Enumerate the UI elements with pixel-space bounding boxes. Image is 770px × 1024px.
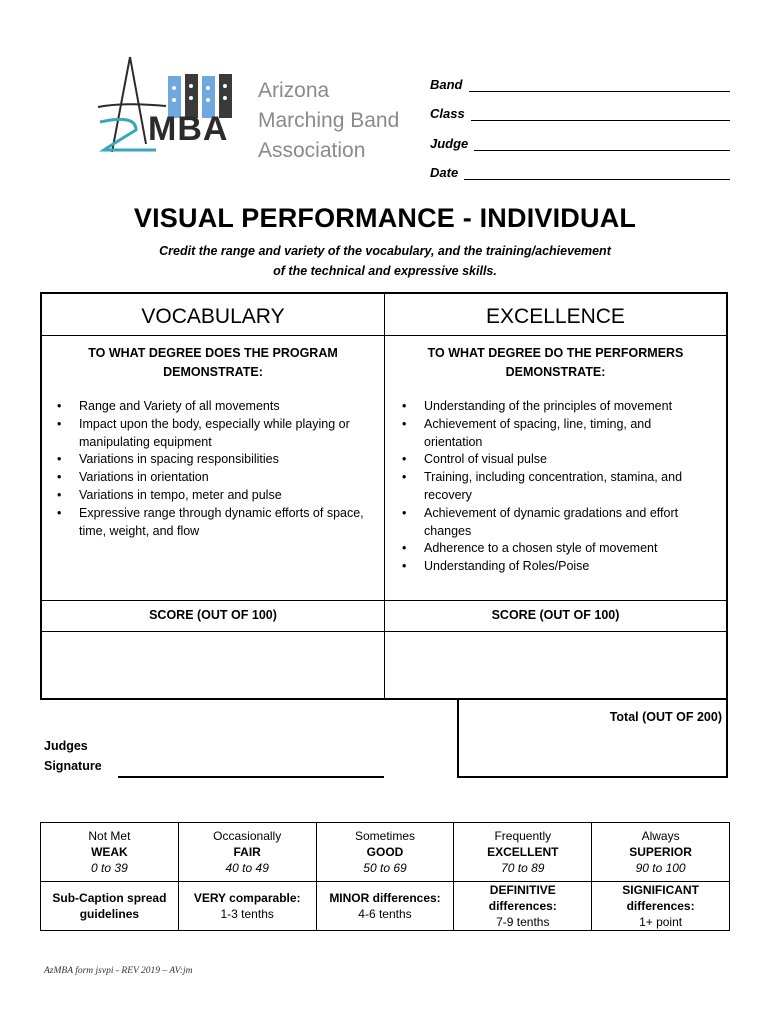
judges-signature-line-1: Judges [44, 739, 88, 753]
judge-field[interactable] [430, 121, 730, 151]
vocabulary-score-input[interactable] [42, 632, 384, 698]
list-item: • Achievement of spacing, line, timing, and orientation [402, 416, 654, 452]
total-score-box[interactable] [457, 700, 728, 778]
band-line[interactable] [469, 79, 731, 92]
rating-cell: Sometimes GOOD 50 to 69 [316, 823, 454, 882]
logo-line-3: Association [258, 139, 366, 162]
page-subtitle [0, 241, 770, 281]
excellence-question [385, 344, 726, 382]
list-item: • Range and Variety of all movements [57, 398, 372, 416]
rating-cell: Frequently EXCELLENT 70 to 89 [454, 823, 592, 882]
guideline-cell: DEFINITIVE differences: 7-9 tenths [454, 882, 592, 931]
date-label: Date [430, 165, 459, 180]
excellence-list [402, 398, 692, 576]
list-item: • Control of visual pulse [402, 451, 692, 469]
band-field[interactable] [430, 62, 730, 92]
excellence-score-label: SCORE (OUT OF 100) [491, 608, 620, 622]
guideline-cell: SIGNIFICANT differences: 1+ point [592, 882, 730, 931]
judges-signature-label [44, 736, 102, 776]
table-row [41, 882, 730, 931]
page-title: VISUAL PERFORMANCE - INDIVIDUAL [133, 203, 637, 233]
subtitle-line-2: of the technical and expressive skills. [273, 264, 497, 278]
table-row [41, 823, 730, 882]
guideline-cell: Sub-Caption spread guidelines [41, 882, 179, 931]
list-item: • Variations in tempo, meter and pulse [57, 487, 372, 505]
judges-signature-line-2: Signature [44, 759, 102, 773]
logo-line-2: Marching Band [258, 109, 400, 132]
total-label: Total (OUT OF 200) [609, 710, 722, 724]
azmba-logo [96, 52, 426, 162]
excellence-question-line-1: TO WHAT DEGREE DO THE PERFORMERS [427, 346, 684, 360]
band-label: Band [430, 76, 463, 92]
logo-line-1: Arizona [258, 79, 330, 102]
rating-scale-table [40, 822, 730, 931]
logo-mark-text: MBA [148, 110, 229, 148]
list-item: • Variations in orientation [57, 469, 372, 487]
header-fields [430, 62, 730, 180]
date-line[interactable] [464, 167, 730, 180]
date-field[interactable] [430, 151, 730, 181]
rating-cell: Always SUPERIOR 90 to 100 [592, 823, 730, 882]
list-item: • Understanding of the principles of movement [402, 398, 692, 416]
form-footer: AzMBA form jsvpi - REV 2019 – AV:jm [44, 966, 193, 976]
grid-score-divider [42, 600, 726, 601]
grid-header-divider [42, 335, 726, 336]
list-item: • Adherence to a chosen style of movement [402, 540, 692, 558]
judge-line[interactable] [474, 138, 730, 151]
judge-label: Judge [430, 135, 469, 151]
class-label: Class [430, 106, 465, 121]
guideline-cell: MINOR differences: 4-6 tenths [316, 882, 454, 931]
vocabulary-heading: VOCABULARY [141, 305, 285, 328]
list-item: • Variations in spacing responsibilities [57, 451, 372, 469]
list-item: • Impact upon the body, especially while playing or manipulating equipment [57, 416, 372, 452]
class-line[interactable] [471, 108, 730, 121]
vocabulary-question-line-2: DEMONSTRATE: [163, 365, 263, 379]
vocabulary-question-line-1: TO WHAT DEGREE DOES THE PROGRAM [88, 346, 338, 360]
list-item: • Expressive range through dynamic efforts of space, time, weight, and flow [57, 505, 372, 541]
rating-cell: Not Met WEAK 0 to 39 [41, 823, 179, 882]
signature-line[interactable] [118, 776, 384, 778]
excellence-score-input[interactable] [385, 632, 726, 698]
rating-cell: Occasionally FAIR 40 to 49 [178, 823, 316, 882]
list-item: • Understanding of Roles/Poise [402, 558, 692, 576]
list-item: • Achievement of dynamic gradations and effort changes [402, 505, 684, 541]
excellence-heading: EXCELLENCE [486, 305, 625, 328]
class-field[interactable] [430, 92, 730, 122]
excellence-question-line-2: DEMONSTRATE: [505, 365, 606, 379]
scoring-grid [40, 292, 728, 700]
vocabulary-score-label: SCORE (OUT OF 100) [149, 608, 277, 622]
subtitle-line-1: Credit the range and variety of the vocabulary, and the training/achievement [159, 244, 611, 258]
guideline-cell: VERY comparable: 1-3 tenths [178, 882, 316, 931]
list-item: • Training, including concentration, stamina, and recovery [402, 469, 689, 505]
vocabulary-list [57, 398, 372, 540]
vocabulary-question [42, 344, 384, 382]
logo-org-name [258, 76, 428, 166]
